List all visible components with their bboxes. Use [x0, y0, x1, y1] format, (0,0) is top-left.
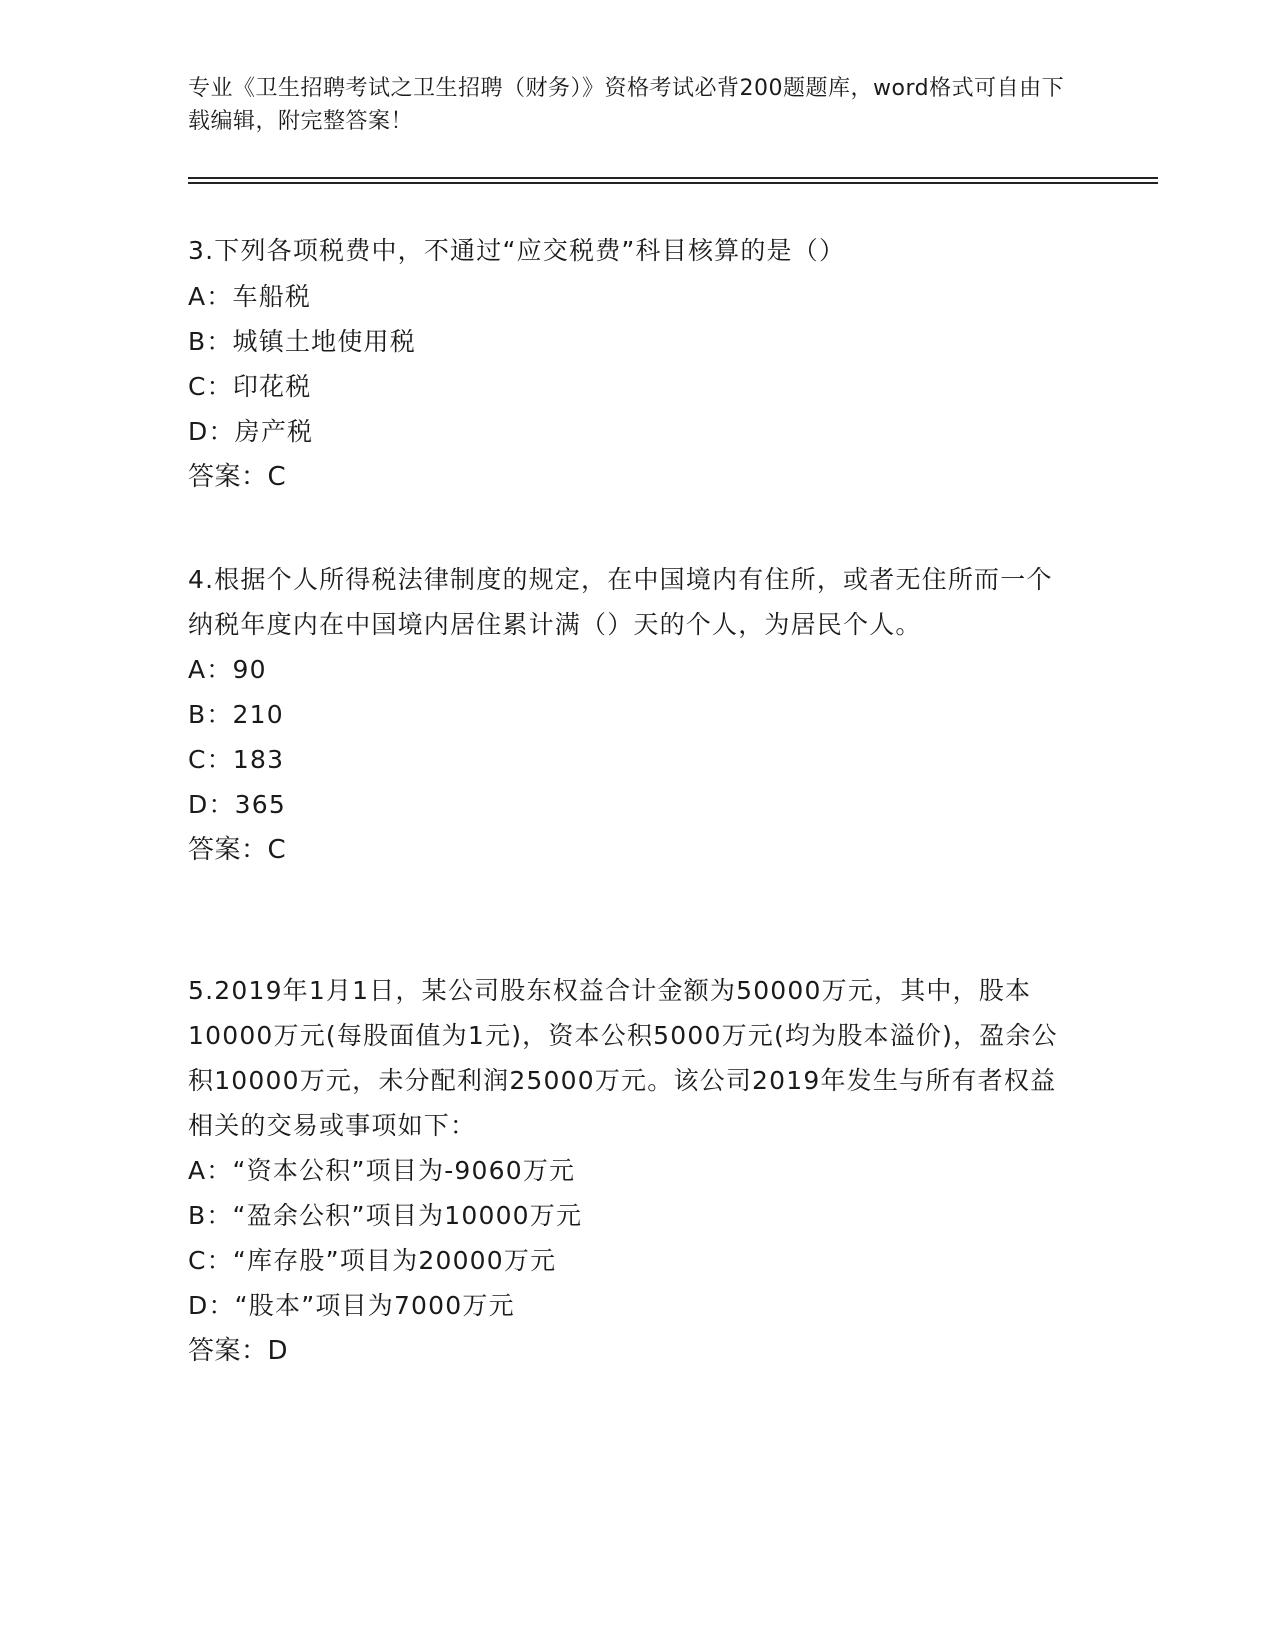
option-d: D：房产税	[188, 417, 314, 446]
option-a: A：车船税	[188, 282, 312, 311]
option-a: A：90	[188, 655, 267, 684]
option-b: B：210	[188, 700, 284, 729]
option-a: A：“资本公积”项目为-9060万元	[188, 1156, 576, 1185]
question-stem: 4.根据个人所得税法律制度的规定，在中国境内有住所，或者无住所而一个纳税年度内在中国境内居住累计满（）天的个人，为居民个人。	[188, 565, 1053, 639]
question-stem: 5.2019年1月1日，某公司股东权益合计金额为50000万元，其中，股本10000万元(每股面值为1元)，资本公积5000万元(均为股本溢价)，盈余公积10000万元，未分配利润25000万元。该公司2019年发生与所有者权益相关的交易或事项如下：	[188, 976, 1058, 1140]
question-block	[188, 228, 1068, 500]
header-title: 专业《卫生招聘考试之卫生招聘（财务）》资格考试必背200题题库，word格式可自由下载编辑，附完整答案！	[188, 76, 1065, 134]
option-b: B：“盈余公积”项目为10000万元	[188, 1201, 583, 1230]
option-c: C：印花税	[188, 372, 312, 401]
option-c: C：183	[188, 745, 285, 774]
header-divider-bottom	[188, 182, 1158, 184]
option-d: D：“股本”项目为7000万元	[188, 1291, 515, 1320]
answer-label: 答案：D	[188, 1336, 289, 1366]
answer-label: 答案：C	[188, 835, 287, 865]
document-header	[188, 72, 1068, 138]
question-block	[188, 557, 1068, 873]
question-block	[188, 968, 1068, 1374]
question-stem: 3.下列各项税费中，不通过“应交税费”科目核算的是（）	[188, 236, 846, 265]
option-d: D：365	[188, 790, 286, 819]
answer-label: 答案：C	[188, 462, 287, 492]
option-b: B：城镇土地使用税	[188, 327, 416, 356]
option-c: C：“库存股”项目为20000万元	[188, 1246, 557, 1275]
header-divider-top	[188, 177, 1158, 179]
